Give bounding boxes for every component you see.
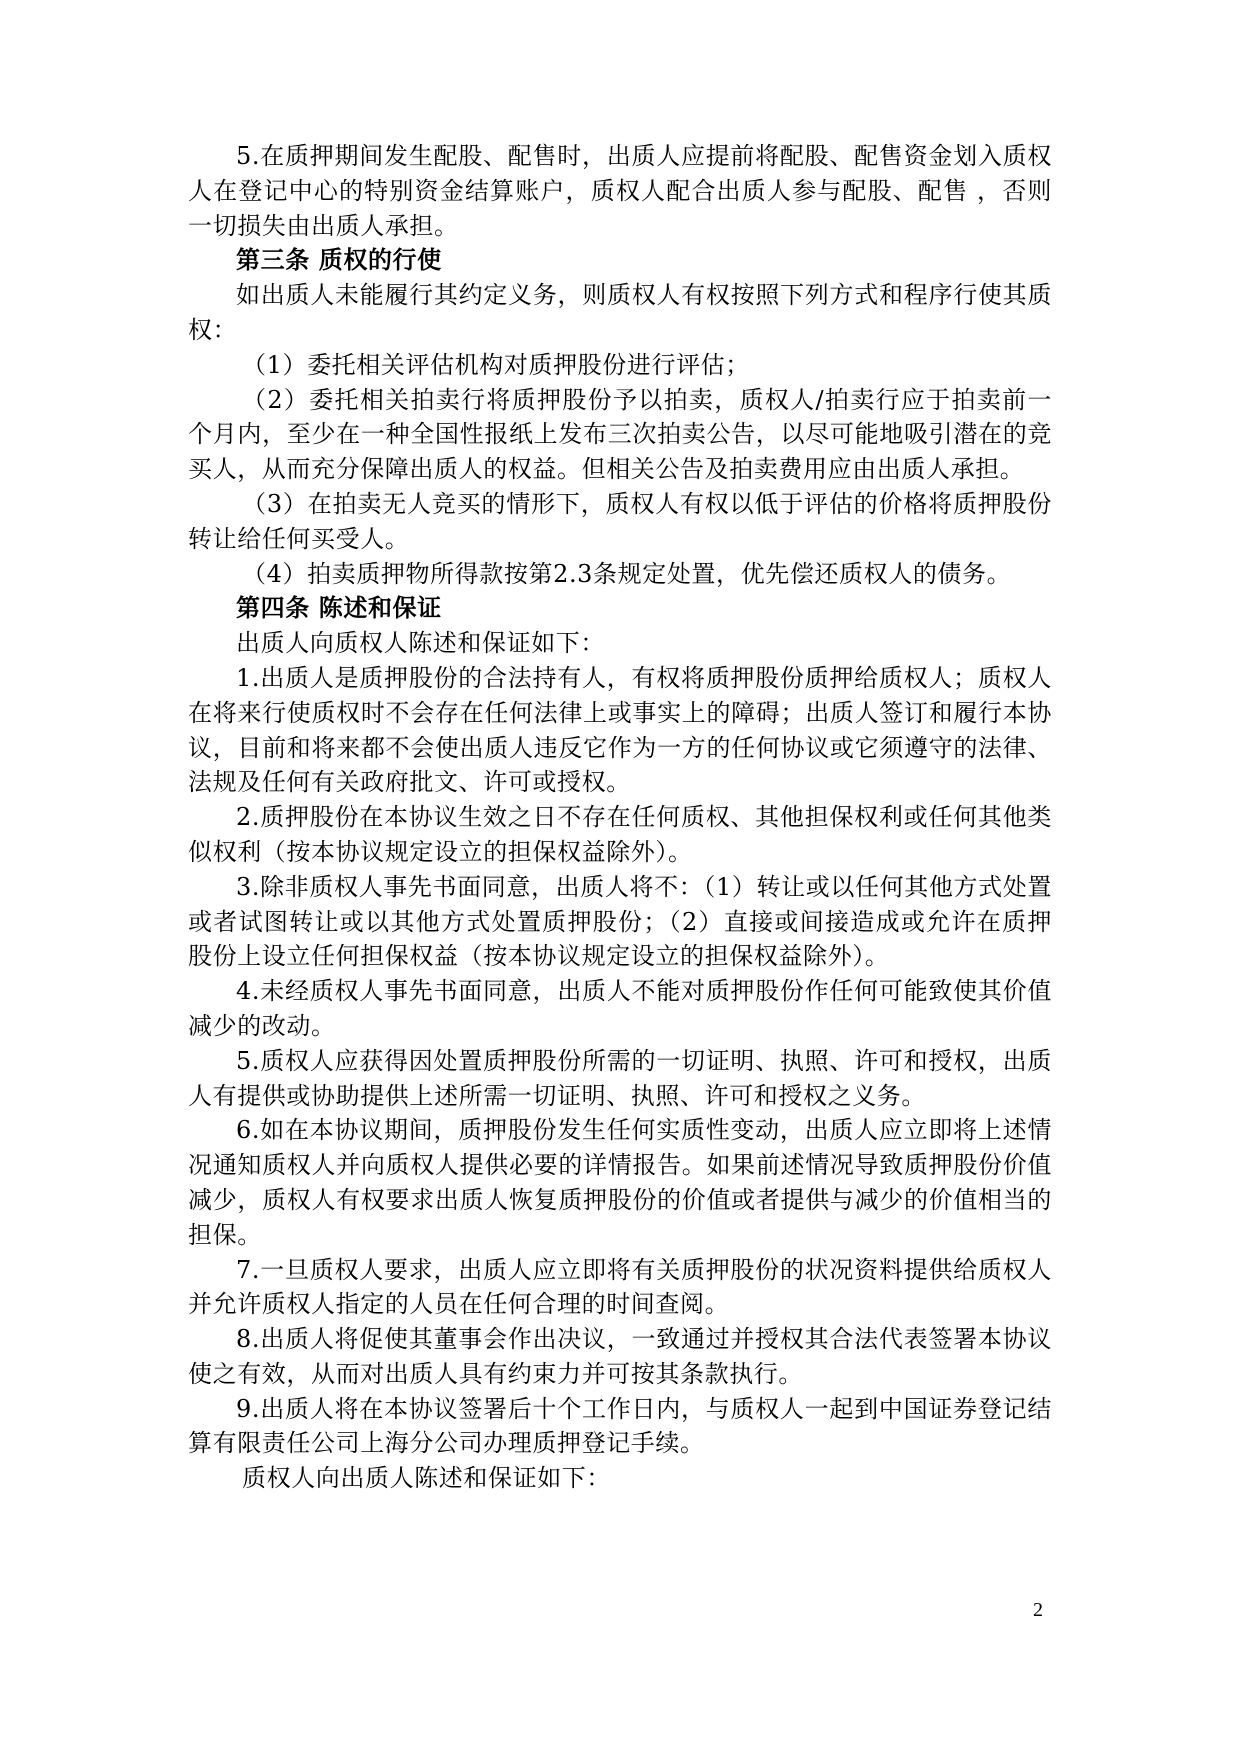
- body-paragraph: 出质人向质权人陈述和保证如下：: [236, 629, 605, 658]
- list-item-paragraph: （3）在拍卖无人竞买的情形下，质权人有权以低于评估的价格将质押股份转让给任何买受人。: [188, 489, 1052, 553]
- body-paragraph: 6.如在本协议期间，质押股份发生任何实质性变动，出质人应立即将上述情况通知质权人并向质权人提供必要的详情报告。如果前述情况导致质押股份价值减少，质权人有权要求出质人恢复质押股份的价值或者提供与减少的价值相当的担保。: [188, 1116, 1052, 1249]
- list-item-paragraph: 质权人向出质人陈述和保证如下：: [242, 1464, 611, 1493]
- section-heading: 第三条 质权的行使: [236, 245, 442, 275]
- body-paragraph: 8.出质人将促使其董事会作出决议，一致通过并授权其合法代表签署本协议使之有效，从而对出质人具有约束力并可按其条款执行。: [188, 1325, 1052, 1388]
- body-paragraph: 7.一旦质权人要求，出质人应立即将有关质押股份的状况资料提供给质权人并允许质权人指定的人员在任何合理的时间查阅。: [188, 1255, 1052, 1319]
- body-paragraph: 2.质押股份在本协议生效之日不存在任何质权、其他担保权利或任何其他类似权利（按本协议规定设立的担保权益除外）。: [188, 803, 1052, 866]
- section-heading: 第四条 陈述和保证: [236, 593, 442, 623]
- list-item-paragraph: （4）拍卖质押物所得款按第2.3条规定处置，优先偿还质权人的债务。: [242, 559, 1012, 588]
- list-item-paragraph: （2）委托相关拍卖行将质押股份予以拍卖，质权人/拍卖行应于拍卖前一个月内，至少在一种全国性报纸上发布三次拍卖公告，以尽可能地吸引潜在的竞买人，从而充分保障出质人的权益。但相关公告及拍卖费用应由出质人承担。: [188, 385, 1052, 484]
- page-number: 2: [1033, 1599, 1043, 1621]
- body-paragraph: 5.质权人应获得因处置质押股份所需的一切证明、执照、许可和授权，出质人有提供或协助提供上述所需一切证明、执照、许可和授权之义务。: [188, 1046, 1052, 1110]
- body-paragraph: 4.未经质权人事先书面同意，出质人不能对质押股份作任何可能致使其价值减少的改动。: [188, 977, 1052, 1040]
- list-item-paragraph: （1）委托相关评估机构对质押股份进行评估；: [242, 350, 750, 379]
- body-paragraph: 如出质人未能履行其约定义务，则质权人有权按照下列方式和程序行使其质权：: [188, 281, 1052, 344]
- body-paragraph: 5.在质押期间发生配股、配售时，出质人应提前将配股、配售资金划入质权人在登记中心的特别资金结算账户，质权人配合出质人参与配股、配售 ，否则一切损失由出质人承担。: [188, 142, 1052, 240]
- document-body: [188, 139, 1052, 1496]
- body-paragraph: 1.出质人是质押股份的合法持有人，有权将质押股份质押给质权人；质权人在将来行使质权时不会存在任何法律上或事实上的障碍；出质人签订和履行本协议，目前和将来都不会使出质人违反它作为一方的任何协议或它须遵守的法律、法规及任何有关政府批文、许可或授权。: [188, 663, 1052, 797]
- body-paragraph: 9.出质人将在本协议签署后十个工作日内，与质权人一起到中国证券登记结算有限责任公司上海分公司办理质押登记手续。: [188, 1394, 1052, 1458]
- body-paragraph: 3.除非质权人事先书面同意，出质人将不：（1）转让或以任何其他方式处置或者试图转让或以其他方式处置质押股份；（2）直接或间接造成或允许在质押股份上设立任何担保权益（按本协议规定设立的担保权益除外）。: [188, 872, 1052, 971]
